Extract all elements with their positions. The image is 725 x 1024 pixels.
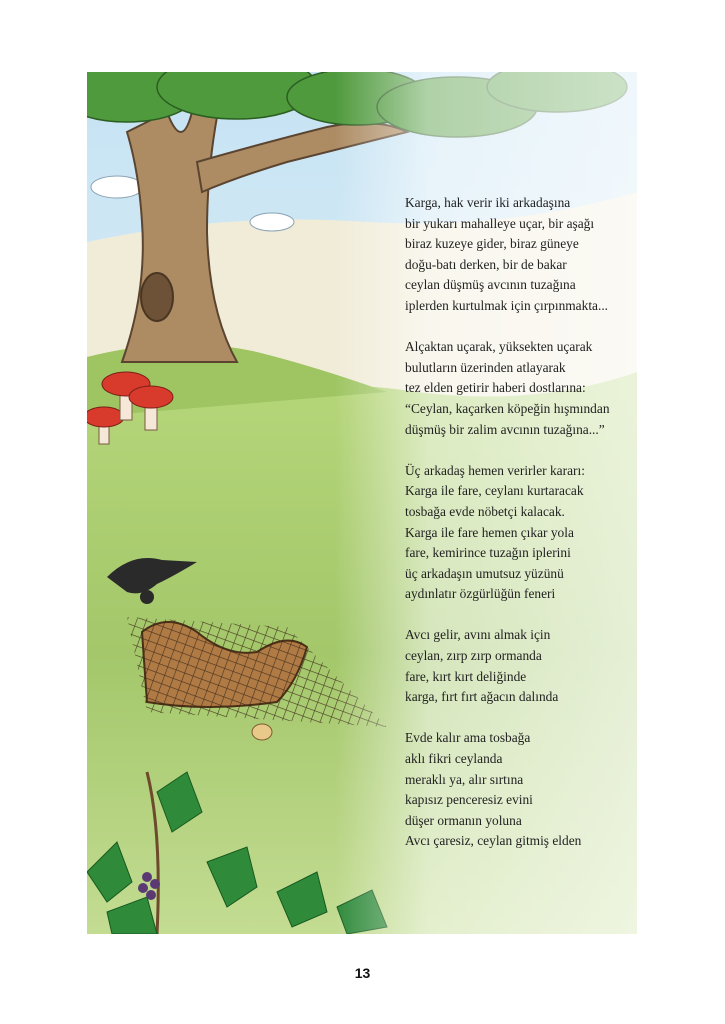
stanza-4	[405, 625, 637, 707]
poem-line: karga, fırt fırt ağacın dalında	[405, 689, 559, 705]
poem-line: bulutların üzerinden atlayarak	[405, 359, 566, 375]
poem-line: Karga, hak verir iki arkadaşına	[405, 195, 571, 210]
poem-line: “Ceylan, kaçarken köpeğin hışmından	[405, 400, 610, 416]
poem-line: aklı fikri ceylanda	[405, 751, 503, 767]
poem-line: ceylan, zırp zırp ormanda	[405, 648, 542, 664]
poem-line: tez elden getirir haberi dostlarına:	[405, 380, 586, 396]
poem-line: kapısız penceresiz evini	[405, 792, 533, 808]
poem-line: fare, kemirince tuzağın iplerini	[405, 545, 571, 561]
poem-line: Alçaktan uçarak, yüksekten uçarak	[405, 339, 593, 355]
poem-line: Üç arkadaş hemen verirler kararı:	[405, 462, 585, 478]
poem-line: doğu-batı derken, bir de bakar	[405, 256, 567, 272]
poem-line: üç arkadaşın umutsuz yüzünü	[405, 565, 564, 581]
poem-line: bir yukarı mahalleye uçar, bir aşağı	[405, 215, 595, 231]
poem-line: meraklı ya, alır sırtına	[405, 771, 524, 787]
poem-line: Avcı gelir, avını almak için	[405, 627, 551, 643]
stanza-5	[405, 728, 637, 852]
poem-line: düşmüş bir zalim avcının tuzağına...”	[405, 421, 605, 437]
poem-line: tosbağa evde nöbetçi kalacak.	[405, 503, 565, 519]
poem-line: Avcı çaresiz, ceylan gitmiş elden	[405, 833, 582, 849]
poem-line: ceylan düşmüş avcının tuzağına	[405, 277, 576, 293]
poem-line: biraz kuzeye gider, biraz güneye	[405, 236, 579, 252]
poem-line: Karga ile fare hemen çıkar yola	[405, 524, 574, 540]
page-number: 13	[354, 965, 371, 981]
poem-line: Karga ile fare, ceylanı kurtaracak	[405, 483, 584, 499]
stanza-2	[405, 337, 637, 440]
poem-line: düşer ormanın yoluna	[405, 812, 522, 828]
poem-line: iplerden kurtulmak için çırpınmakta...	[405, 297, 609, 313]
stanza-1	[405, 193, 637, 317]
poem-text	[405, 193, 637, 873]
stanza-3	[405, 461, 637, 605]
poem-line: aydınlatır özgürlüğün feneri	[405, 586, 556, 602]
poem-line: fare, kırt kırt deliğinde	[405, 668, 527, 684]
poem-line: Evde kalır ama tosbağa	[405, 730, 531, 746]
